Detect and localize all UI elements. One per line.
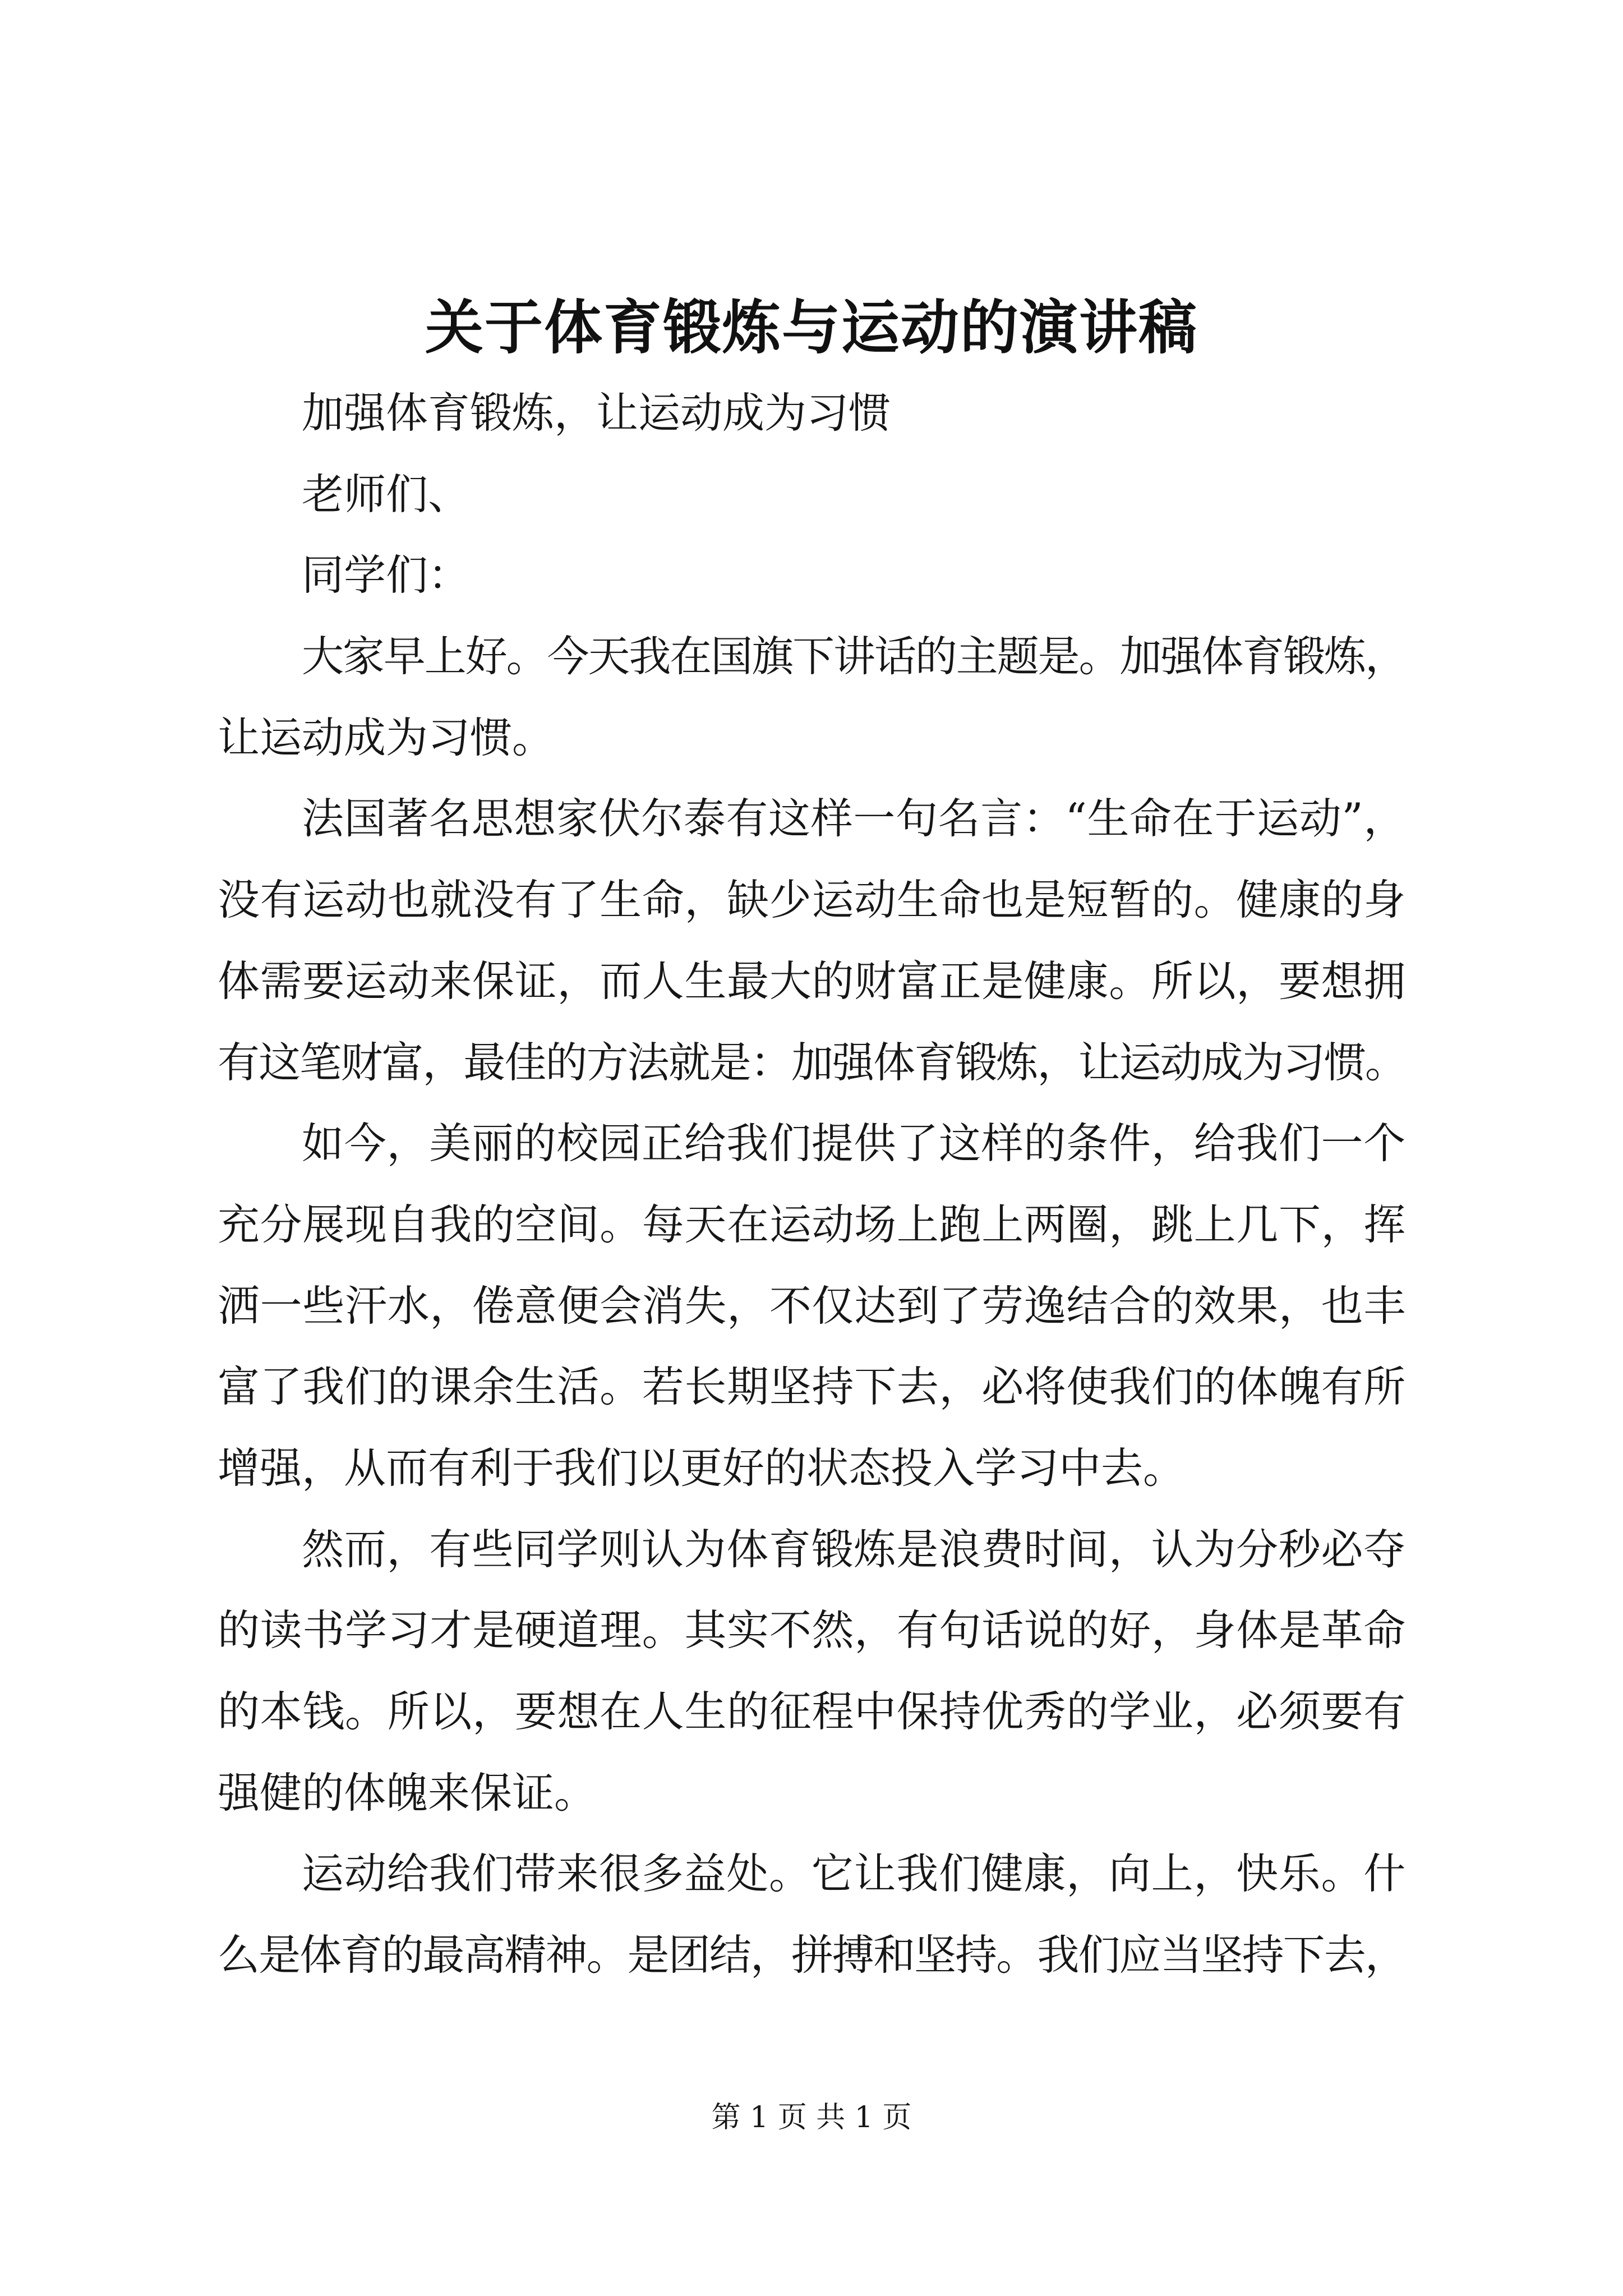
text-line: 体需要运动来保证，而人生最大的财富正是健康。所以，要想拥: [218, 956, 1406, 1006]
text-line: 的读书学习才是硬道理。其实不然，有句话说的好，身体是革命: [218, 1605, 1406, 1655]
text-line: 法国著名思想家伏尔泰有这样一句名言：“生命在于运动”，: [302, 794, 1406, 844]
speech-subtitle: [218, 372, 1406, 454]
salutation-students: [218, 535, 1406, 616]
text-line: 强健的体魄来保证。: [218, 1768, 597, 1818]
text-line: 运动给我们带来很多益处。它让我们健康，向上，快乐。什: [302, 1849, 1406, 1899]
text-line: 洒一些汗水，倦意便会消失，不仅达到了劳逸结合的效果，也丰: [218, 1281, 1406, 1331]
paragraph: [218, 778, 1406, 1103]
text-line: 让运动成为习惯。: [218, 712, 555, 762]
paragraph: [218, 1103, 1406, 1508]
salutation-teachers: [218, 454, 1406, 535]
text-line: 富了我们的课余生活。若长期坚持下去，必将使我们的体魄有所: [218, 1362, 1406, 1412]
paragraph: [218, 1833, 1406, 1995]
text-line: 老师们、: [302, 469, 471, 519]
page-number: 第 1 页 共 1 页: [711, 2101, 912, 2134]
text-line: 有这笔财富，最佳的方法就是：加强体育锻炼，让运动成为习惯。: [218, 1037, 1406, 1087]
document-body: [218, 372, 1406, 1996]
paragraph: [218, 1509, 1406, 1834]
text-line: 么是体育的最高精神。是团结，拼搏和坚持。我们应当坚持下去，: [218, 1930, 1406, 1980]
text-line: 充分展现自我的空间。每天在运动场上跑上两圈，跳上几下，挥: [218, 1199, 1406, 1249]
text-line: 然而，有些同学则认为体育锻炼是浪费时间，认为分秒必夺: [302, 1524, 1406, 1574]
text-line: 增强，从而有利于我们以更好的状态投入学习中去。: [218, 1443, 1186, 1493]
text-line: 没有运动也就没有了生命，缺少运动生命也是短暂的。健康的身: [218, 875, 1406, 925]
paragraph: [218, 616, 1406, 778]
text-line: 加强体育锻炼，让运动成为习惯: [302, 388, 891, 438]
text-line: 大家早上好。今天我在国旗下讲话的主题是。加强体育锻炼，: [302, 632, 1406, 682]
document-title: 关于体育锻炼与运动的演讲稿: [425, 293, 1198, 362]
text-line: 同学们：: [302, 550, 471, 600]
text-line: 如今，美丽的校园正给我们提供了这样的条件，给我们一个: [302, 1119, 1406, 1168]
text-line: 的本钱。所以，要想在人生的征程中保持优秀的学业，必须要有: [218, 1687, 1406, 1736]
